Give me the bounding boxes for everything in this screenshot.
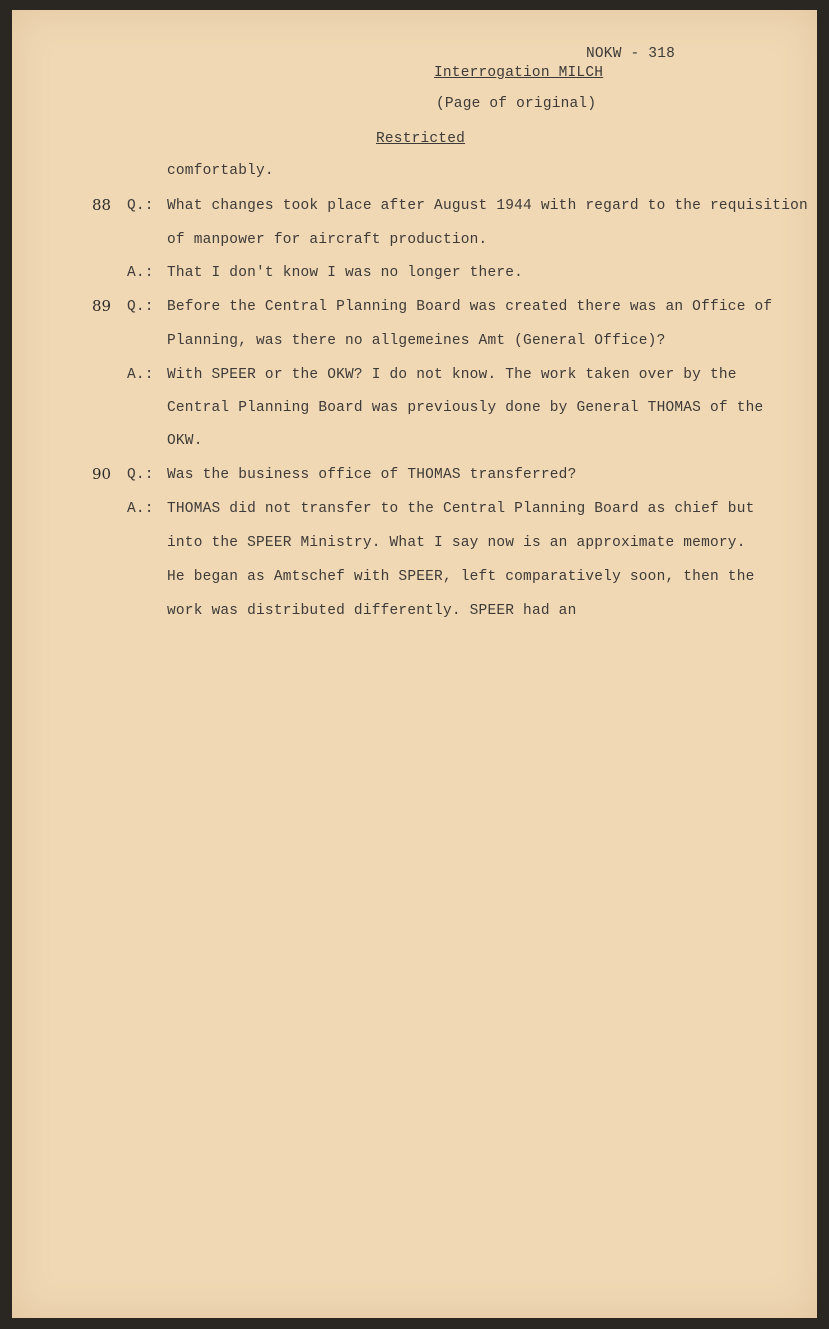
text-line: Central Planning Board was previously done by General THOMAS of the [167,400,764,416]
answer-label: A.: [127,265,154,281]
question-label: Q.: [127,467,154,483]
text-line: Planning, was there no allgemeines Amt (General Office)? [167,333,666,349]
text-line: work was distributed differently. SPEER had an [167,603,577,619]
text-line: Was the business office of THOMAS transferred? [167,467,577,483]
text-line: OKW. [167,433,203,449]
text-line: With SPEER or the OKW? I do not know. The work taken over by the [167,367,737,383]
question-label: Q.: [127,299,154,315]
classification-heading: Restricted [376,131,466,147]
text-line: THOMAS did not transfer to the Central Planning Board as chief but [167,501,755,517]
text-line: comfortably. [167,163,274,179]
page-reference: (Page of original) [436,96,597,112]
document-page [12,10,817,1318]
question-label: Q.: [127,198,154,214]
text-line: What changes took place after August 1944 with regard to the requisition [167,198,808,214]
text-line: of manpower for aircraft production. [167,232,488,248]
question-number: 89 [92,297,112,315]
answer-label: A.: [127,501,154,517]
answer-label: A.: [127,367,154,383]
text-line: Before the Central Planning Board was created there was an Office of [167,299,773,315]
question-number: 90 [92,465,112,483]
text-line: He began as Amtschef with SPEER, left comparatively soon, then the [167,569,755,585]
text-line: into the SPEER Ministry. What I say now is an approximate memory. [167,535,746,551]
interrogation-title: Interrogation MILCH [434,65,604,81]
text-line: That I don't know I was no longer there. [167,265,524,281]
question-number: 88 [92,196,112,214]
document-number: NOKW - 318 [586,46,676,62]
